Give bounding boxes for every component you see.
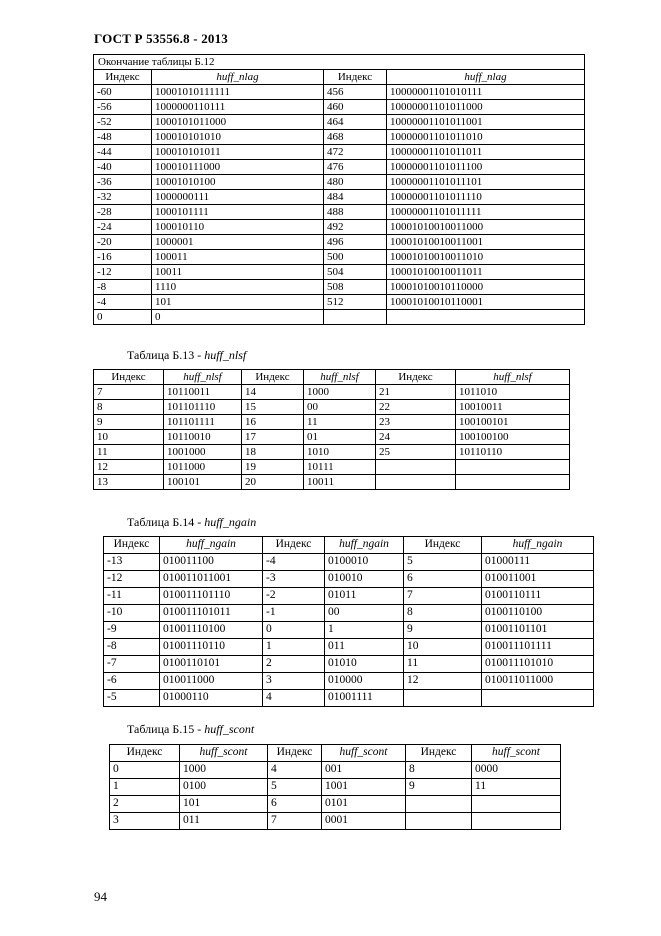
table-cell: 5 bbox=[404, 554, 482, 571]
table-cell: -60 bbox=[94, 85, 152, 100]
table-row bbox=[94, 175, 585, 190]
table-cell: 01001111 bbox=[325, 690, 404, 707]
table-cell: 11 bbox=[472, 779, 561, 796]
table-cell: 100010101010 bbox=[152, 130, 324, 145]
table-cell: 9 bbox=[404, 622, 482, 639]
table-cell: 5 bbox=[268, 779, 322, 796]
table-b12-continuation-caption: Окончание таблицы Б.12 bbox=[94, 55, 585, 70]
table-row bbox=[104, 673, 594, 690]
table-cell: 10111 bbox=[304, 460, 376, 475]
table-cell: 100101 bbox=[164, 475, 242, 490]
table-cell: 01000110 bbox=[160, 690, 263, 707]
table-row bbox=[94, 385, 570, 400]
column-header: huff_scont bbox=[472, 745, 561, 762]
table-row bbox=[94, 220, 585, 235]
table-cell: 0101 bbox=[322, 796, 406, 813]
table-cell: 010011001 bbox=[482, 571, 594, 588]
table-cell: -32 bbox=[94, 190, 152, 205]
table-cell: 11 bbox=[304, 415, 376, 430]
table-cell: 1000101111 bbox=[152, 205, 324, 220]
table-cell: -16 bbox=[94, 250, 152, 265]
table-cell: 00 bbox=[304, 400, 376, 415]
table-cell: 492 bbox=[324, 220, 387, 235]
table-cell: 100010101011 bbox=[152, 145, 324, 160]
table-cell: 10010011 bbox=[456, 400, 570, 415]
table-cell: 23 bbox=[376, 415, 456, 430]
table-row bbox=[104, 571, 594, 588]
table-cell: -8 bbox=[104, 639, 160, 656]
table-row bbox=[94, 205, 585, 220]
table-row bbox=[104, 690, 594, 707]
table-cell: 12 bbox=[94, 460, 164, 475]
table-cell: 01001101101 bbox=[482, 622, 594, 639]
column-header: Индекс bbox=[263, 537, 325, 554]
table-cell: 101101110 bbox=[164, 400, 242, 415]
table-cell: 14 bbox=[242, 385, 304, 400]
table-cell: 10000001101010111 bbox=[387, 85, 585, 100]
table-cell: 22 bbox=[376, 400, 456, 415]
table-cell: 468 bbox=[324, 130, 387, 145]
table-cell: -56 bbox=[94, 100, 152, 115]
table-cell: -5 bbox=[104, 690, 160, 707]
table-cell: 472 bbox=[324, 145, 387, 160]
table-cell: 484 bbox=[324, 190, 387, 205]
table-cell: -8 bbox=[94, 280, 152, 295]
table-b15 bbox=[109, 744, 561, 830]
table-cell: 0000 bbox=[472, 762, 561, 779]
table-cell: 8 bbox=[406, 762, 472, 779]
table-cell: 0100110100 bbox=[482, 605, 594, 622]
table-row bbox=[94, 130, 585, 145]
table-cell: 101101111 bbox=[164, 415, 242, 430]
table-cell bbox=[482, 690, 594, 707]
table-cell: 010011101011 bbox=[160, 605, 263, 622]
column-header: huff_nlsf bbox=[164, 370, 242, 385]
table-cell: -20 bbox=[94, 235, 152, 250]
table-b13 bbox=[93, 369, 570, 490]
table-cell: 508 bbox=[324, 280, 387, 295]
table-cell: 460 bbox=[324, 100, 387, 115]
table-cell: -6 bbox=[104, 673, 160, 690]
table-row bbox=[94, 265, 585, 280]
column-header: Индекс bbox=[94, 370, 164, 385]
table-cell: 10001010010110000 bbox=[387, 280, 585, 295]
table-b12 bbox=[93, 54, 585, 325]
table-row bbox=[94, 415, 570, 430]
table-row bbox=[110, 813, 561, 830]
document-header: ГОСТ Р 53556.8 - 2013 bbox=[94, 31, 228, 46]
table-row bbox=[94, 430, 570, 445]
table-cell: 100010111000 bbox=[152, 160, 324, 175]
table-cell: 100100100 bbox=[456, 430, 570, 445]
column-header: huff_ngain bbox=[325, 537, 404, 554]
table-cell: -44 bbox=[94, 145, 152, 160]
table-cell: 10000001101011001 bbox=[387, 115, 585, 130]
column-header: huff_nlsf bbox=[456, 370, 570, 385]
table-cell: -4 bbox=[94, 295, 152, 310]
table-cell bbox=[406, 813, 472, 830]
table-cell: 10001010010011010 bbox=[387, 250, 585, 265]
table-cell: 12 bbox=[404, 673, 482, 690]
table-cell: 10001010100 bbox=[152, 175, 324, 190]
table-cell: 10011 bbox=[304, 475, 376, 490]
table-cell: 480 bbox=[324, 175, 387, 190]
table-b13-caption: Таблица Б.13 - huff_nlsf bbox=[127, 348, 247, 362]
table-cell: 101 bbox=[180, 796, 268, 813]
table-b14 bbox=[103, 536, 594, 707]
table-cell: -52 bbox=[94, 115, 152, 130]
table-cell: -10 bbox=[104, 605, 160, 622]
table-cell: 2 bbox=[263, 656, 325, 673]
table-cell: 01 bbox=[304, 430, 376, 445]
table-row bbox=[110, 796, 561, 813]
table-cell: 01011 bbox=[325, 588, 404, 605]
table-cell: 001 bbox=[322, 762, 406, 779]
table-row bbox=[94, 160, 585, 175]
table-cell: 100100101 bbox=[456, 415, 570, 430]
column-header: Индекс bbox=[406, 745, 472, 762]
column-header: huff_ngain bbox=[482, 537, 594, 554]
table-cell: 0 bbox=[263, 622, 325, 639]
table-cell bbox=[376, 475, 456, 490]
table-cell: 0 bbox=[110, 762, 180, 779]
table-cell: 1000000111 bbox=[152, 190, 324, 205]
table-cell: 10001010010110001 bbox=[387, 295, 585, 310]
table-cell bbox=[472, 813, 561, 830]
table-cell: 20 bbox=[242, 475, 304, 490]
table-cell bbox=[324, 310, 387, 325]
table-row bbox=[104, 656, 594, 673]
table-cell: 7 bbox=[404, 588, 482, 605]
table-cell: 10000001101011011 bbox=[387, 145, 585, 160]
table-cell: 10001010010011000 bbox=[387, 220, 585, 235]
table-cell: -13 bbox=[104, 554, 160, 571]
table-cell: 1000 bbox=[180, 762, 268, 779]
table-cell: 24 bbox=[376, 430, 456, 445]
table-row bbox=[94, 475, 570, 490]
table-cell: 0100010 bbox=[325, 554, 404, 571]
table-row bbox=[104, 554, 594, 571]
table-cell: -3 bbox=[263, 571, 325, 588]
table-cell: -12 bbox=[94, 265, 152, 280]
column-header: huff_nlag bbox=[387, 70, 585, 85]
table-cell: -24 bbox=[94, 220, 152, 235]
column-header: Индекс bbox=[104, 537, 160, 554]
table-cell: 10000001101011100 bbox=[387, 160, 585, 175]
table-row bbox=[94, 190, 585, 205]
table-cell bbox=[406, 796, 472, 813]
table-cell: 10000001101011101 bbox=[387, 175, 585, 190]
table-cell: 1000101011000 bbox=[152, 115, 324, 130]
table-cell: 500 bbox=[324, 250, 387, 265]
table-row bbox=[110, 762, 561, 779]
column-header: huff_nlag bbox=[152, 70, 324, 85]
table-row bbox=[94, 295, 585, 310]
table-row bbox=[104, 622, 594, 639]
table-cell: 0001 bbox=[322, 813, 406, 830]
column-header: Индекс bbox=[268, 745, 322, 762]
column-header: huff_ngain bbox=[160, 537, 263, 554]
table-cell: -11 bbox=[104, 588, 160, 605]
table-cell: 1000000110111 bbox=[152, 100, 324, 115]
table-cell: -9 bbox=[104, 622, 160, 639]
table-cell bbox=[456, 460, 570, 475]
table-cell: 8 bbox=[94, 400, 164, 415]
table-cell: 1110 bbox=[152, 280, 324, 295]
table-cell: 01001110100 bbox=[160, 622, 263, 639]
table-cell: 0 bbox=[94, 310, 152, 325]
table-cell: 010011100 bbox=[160, 554, 263, 571]
table-row bbox=[110, 779, 561, 796]
table-cell bbox=[404, 690, 482, 707]
table-cell: 010011000 bbox=[160, 673, 263, 690]
table-cell: 01000111 bbox=[482, 554, 594, 571]
table-cell bbox=[472, 796, 561, 813]
table-row bbox=[104, 639, 594, 656]
table-cell: 100011 bbox=[152, 250, 324, 265]
table-cell: 011 bbox=[325, 639, 404, 656]
table-cell: 00 bbox=[325, 605, 404, 622]
table-cell: 0 bbox=[152, 310, 324, 325]
table-cell: 1 bbox=[263, 639, 325, 656]
table-row bbox=[94, 460, 570, 475]
table-cell: 21 bbox=[376, 385, 456, 400]
table-row bbox=[94, 115, 585, 130]
table-row bbox=[94, 145, 585, 160]
table-cell: 10000001101011111 bbox=[387, 205, 585, 220]
table-cell: 1011000 bbox=[164, 460, 242, 475]
table-cell: 010011101110 bbox=[160, 588, 263, 605]
table-cell: 504 bbox=[324, 265, 387, 280]
table-cell: 11 bbox=[94, 445, 164, 460]
table-cell: 464 bbox=[324, 115, 387, 130]
column-header: Индекс bbox=[376, 370, 456, 385]
table-cell: 010011011001 bbox=[160, 571, 263, 588]
table-cell: 010011101010 bbox=[482, 656, 594, 673]
column-header: huff_scont bbox=[322, 745, 406, 762]
table-cell: 10 bbox=[94, 430, 164, 445]
table-cell: 10000001101011000 bbox=[387, 100, 585, 115]
table-cell: 476 bbox=[324, 160, 387, 175]
table-cell: -36 bbox=[94, 175, 152, 190]
table-cell bbox=[456, 475, 570, 490]
table-cell: 11 bbox=[404, 656, 482, 673]
table-cell: -48 bbox=[94, 130, 152, 145]
table-cell: 1000001 bbox=[152, 235, 324, 250]
column-header: Индекс bbox=[324, 70, 387, 85]
column-header: huff_scont bbox=[180, 745, 268, 762]
table-cell: 10 bbox=[404, 639, 482, 656]
column-header: Индекс bbox=[94, 70, 152, 85]
table-cell: 4 bbox=[268, 762, 322, 779]
table-cell: -2 bbox=[263, 588, 325, 605]
table-cell: 512 bbox=[324, 295, 387, 310]
table-cell: 17 bbox=[242, 430, 304, 445]
table-cell: 101 bbox=[152, 295, 324, 310]
table-row bbox=[94, 250, 585, 265]
table-cell: 456 bbox=[324, 85, 387, 100]
table-cell: 2 bbox=[110, 796, 180, 813]
table-cell: 7 bbox=[268, 813, 322, 830]
table-cell: 10110010 bbox=[164, 430, 242, 445]
table-cell: 488 bbox=[324, 205, 387, 220]
table-cell: -40 bbox=[94, 160, 152, 175]
table-cell: 10001010010011011 bbox=[387, 265, 585, 280]
table-cell: 13 bbox=[94, 475, 164, 490]
table-cell: 25 bbox=[376, 445, 456, 460]
table-cell: -7 bbox=[104, 656, 160, 673]
table-cell: 01010 bbox=[325, 656, 404, 673]
table-row bbox=[104, 605, 594, 622]
table-cell: -12 bbox=[104, 571, 160, 588]
table-row bbox=[94, 310, 585, 325]
table-cell: 100010110 bbox=[152, 220, 324, 235]
table-cell: 01001110110 bbox=[160, 639, 263, 656]
table-cell: 10011 bbox=[152, 265, 324, 280]
table-b15-caption: Таблица Б.15 - huff_scont bbox=[127, 722, 255, 736]
table-cell: 16 bbox=[242, 415, 304, 430]
table-cell: 10000001101011110 bbox=[387, 190, 585, 205]
table-cell: 10110110 bbox=[456, 445, 570, 460]
table-row bbox=[94, 280, 585, 295]
column-header: Индекс bbox=[110, 745, 180, 762]
table-cell: 3 bbox=[110, 813, 180, 830]
table-row bbox=[94, 400, 570, 415]
table-cell: 10000001101011010 bbox=[387, 130, 585, 145]
table-row bbox=[94, 235, 585, 250]
table-cell: 1001000 bbox=[164, 445, 242, 460]
table-cell: 3 bbox=[263, 673, 325, 690]
table-cell: 1001 bbox=[322, 779, 406, 796]
table-b14-caption: Таблица Б.14 - huff_ngain bbox=[127, 515, 257, 529]
table-cell: 1011010 bbox=[456, 385, 570, 400]
table-cell: -4 bbox=[263, 554, 325, 571]
column-header: Индекс bbox=[242, 370, 304, 385]
table-row bbox=[104, 588, 594, 605]
table-cell: 6 bbox=[268, 796, 322, 813]
table-cell: 9 bbox=[94, 415, 164, 430]
column-header: huff_nlsf bbox=[304, 370, 376, 385]
table-cell: 10110011 bbox=[164, 385, 242, 400]
table-cell: 010000 bbox=[325, 673, 404, 690]
table-cell: 1 bbox=[325, 622, 404, 639]
table-cell: 4 bbox=[263, 690, 325, 707]
table-cell: 011 bbox=[180, 813, 268, 830]
table-cell: 10001010010011001 bbox=[387, 235, 585, 250]
table-cell: 15 bbox=[242, 400, 304, 415]
table-cell: 1010 bbox=[304, 445, 376, 460]
table-cell: 1 bbox=[110, 779, 180, 796]
table-cell: 0100 bbox=[180, 779, 268, 796]
table-row bbox=[94, 85, 585, 100]
column-header: Индекс bbox=[404, 537, 482, 554]
table-cell bbox=[376, 460, 456, 475]
table-row bbox=[94, 445, 570, 460]
table-cell: 7 bbox=[94, 385, 164, 400]
table-cell: 10001010111111 bbox=[152, 85, 324, 100]
table-cell bbox=[387, 310, 585, 325]
table-cell: 18 bbox=[242, 445, 304, 460]
table-cell: 9 bbox=[406, 779, 472, 796]
table-cell: -1 bbox=[263, 605, 325, 622]
table-cell: 0100110111 bbox=[482, 588, 594, 605]
table-row bbox=[94, 100, 585, 115]
table-cell: -28 bbox=[94, 205, 152, 220]
table-cell: 010011101111 bbox=[482, 639, 594, 656]
table-cell: 6 bbox=[404, 571, 482, 588]
table-cell: 010011011000 bbox=[482, 673, 594, 690]
page-number: 94 bbox=[94, 889, 107, 904]
table-cell: 1000 bbox=[304, 385, 376, 400]
table-cell: 8 bbox=[404, 605, 482, 622]
table-cell: 010010 bbox=[325, 571, 404, 588]
table-cell: 19 bbox=[242, 460, 304, 475]
table-cell: 496 bbox=[324, 235, 387, 250]
table-cell: 0100110101 bbox=[160, 656, 263, 673]
